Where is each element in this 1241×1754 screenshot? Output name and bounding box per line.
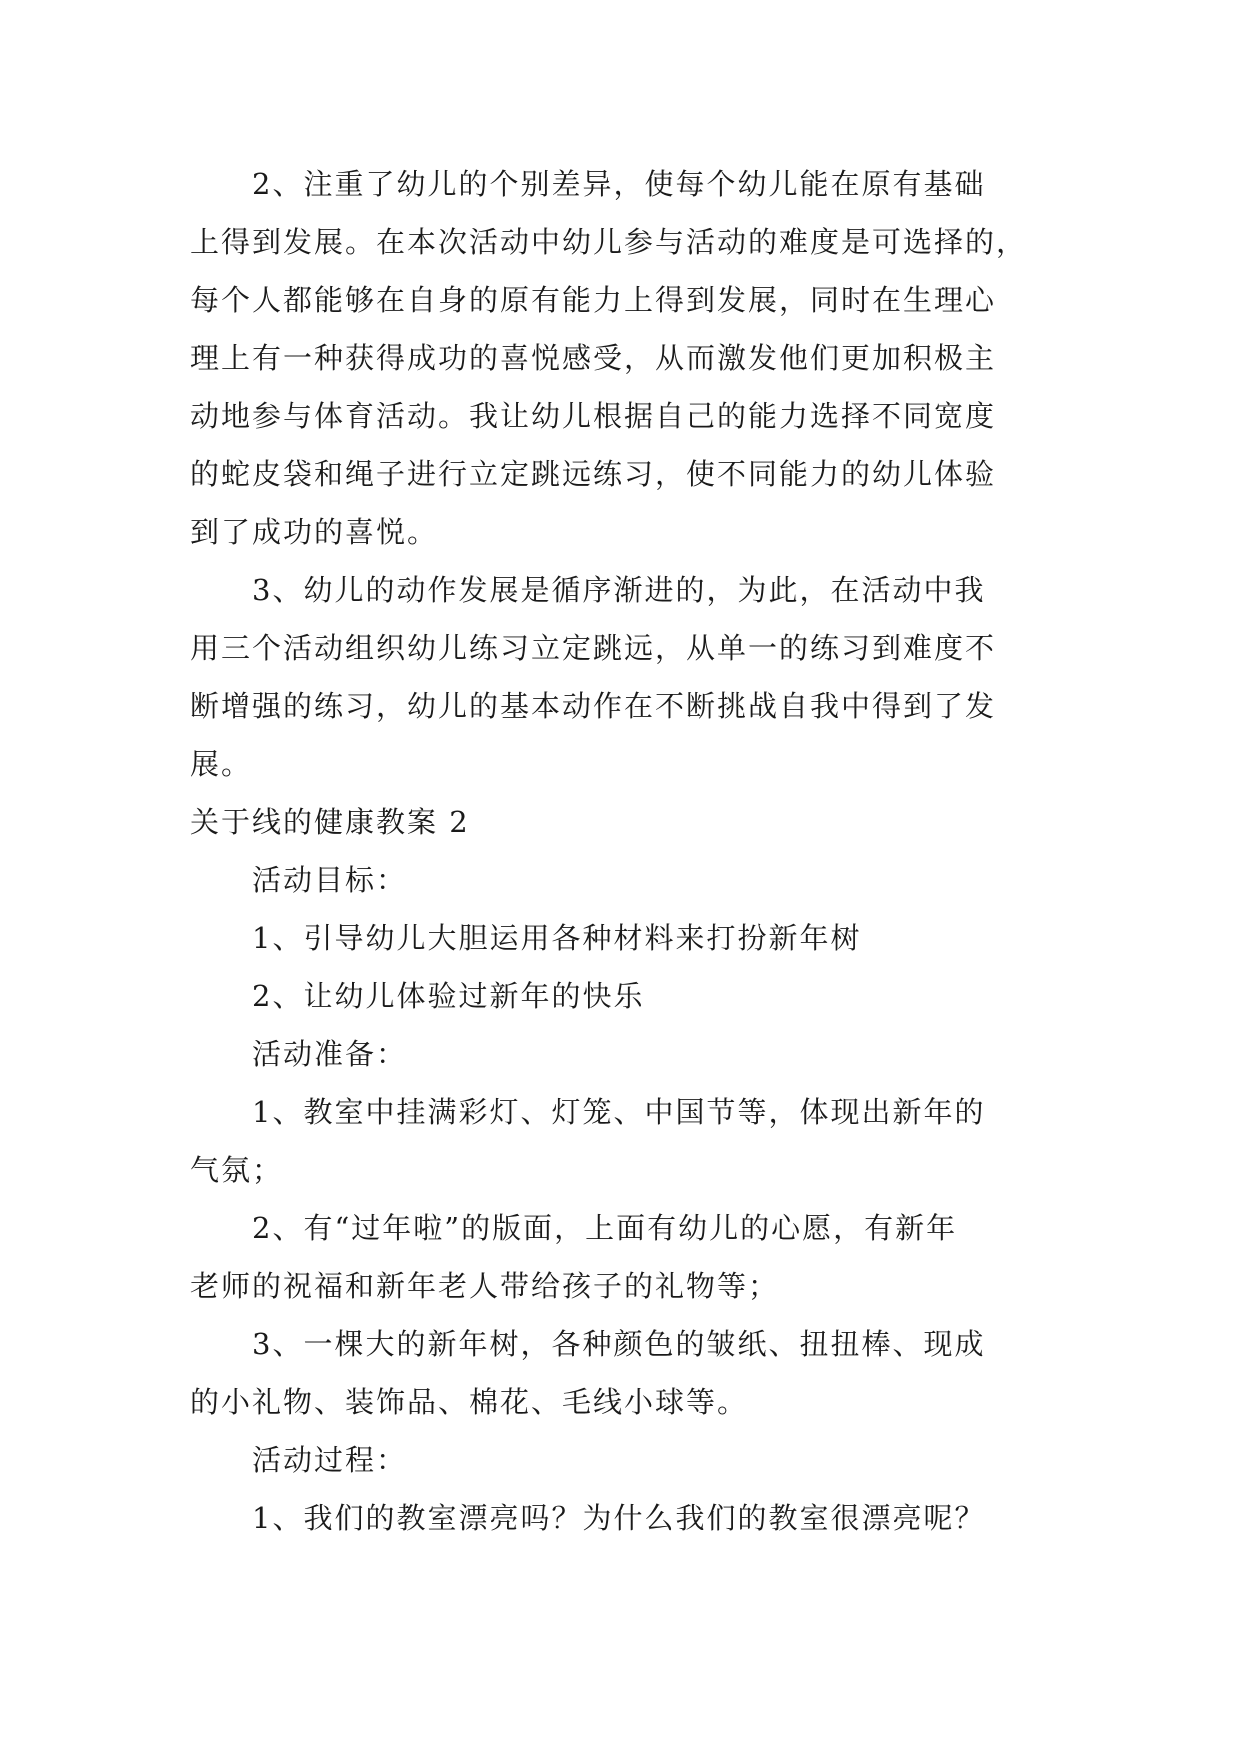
paragraph-line: 用三个活动组织幼儿练习立定跳远，从单一的练习到难度不	[190, 631, 997, 665]
subheading: 活动过程：	[252, 1443, 408, 1477]
paragraph-line: 理上有一种获得成功的喜悦感受，从而激发他们更加积极主	[190, 341, 997, 375]
list-item-continued: 老师的祝福和新年老人带给孩子的礼物等；	[190, 1269, 780, 1303]
list-item: 1、引导幼儿大胆运用各种材料来打扮新年树	[252, 921, 862, 955]
subheading: 活动目标：	[252, 863, 408, 897]
paragraph-line: 断增强的练习，幼儿的基本动作在不断挑战自我中得到了发	[190, 689, 997, 723]
list-item: 3、一棵大的新年树，各种颜色的皱纸、扭扭棒、现成	[252, 1327, 986, 1361]
list-item: 2、有“过年啦”的版面，上面有幼儿的心愿，有新年	[252, 1211, 958, 1245]
paragraph-line: 2、注重了幼儿的个别差异，使每个幼儿能在原有基础	[252, 167, 986, 201]
paragraph-line: 每个人都能够在自身的原有能力上得到发展，同时在生理心	[190, 283, 997, 317]
list-item: 1、教室中挂满彩灯、灯笼、中国节等，体现出新年的	[252, 1095, 986, 1129]
paragraph-line: 上得到发展。在本次活动中幼儿参与活动的难度是可选择的，	[190, 225, 1028, 259]
subheading: 活动准备：	[252, 1037, 408, 1071]
paragraph-line: 3、幼儿的动作发展是循序渐进的，为此，在活动中我	[252, 573, 986, 607]
list-item: 1、我们的教室漂亮吗？为什么我们的教室很漂亮呢？	[252, 1501, 986, 1535]
paragraph-line: 的蛇皮袋和绳子进行立定跳远练习，使不同能力的幼儿体验	[190, 457, 997, 491]
list-item-continued: 气氛；	[190, 1153, 284, 1187]
section-heading: 关于线的健康教案 2	[190, 805, 470, 839]
list-item: 2、让幼儿体验过新年的快乐	[252, 979, 645, 1013]
list-item-continued: 的小礼物、装饰品、棉花、毛线小球等。	[190, 1385, 749, 1419]
paragraph-line: 到了成功的喜悦。	[190, 515, 439, 549]
paragraph-line: 动地参与体育活动。我让幼儿根据自己的能力选择不同宽度	[190, 399, 997, 433]
paragraph-line: 展。	[190, 747, 253, 781]
